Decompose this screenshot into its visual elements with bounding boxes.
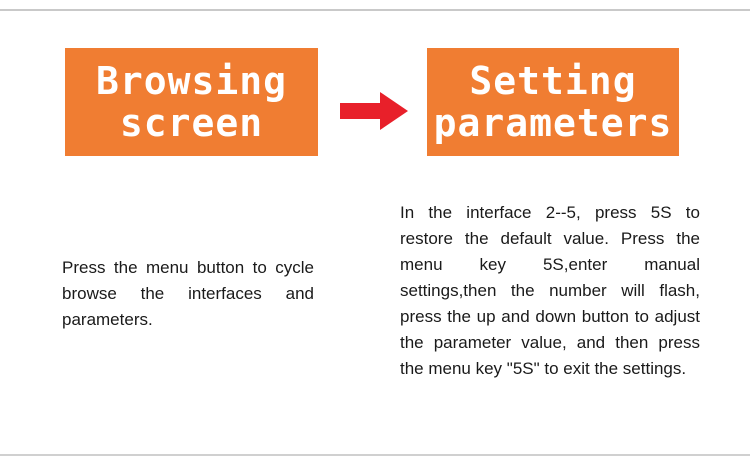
browsing-screen-box	[65, 48, 318, 156]
browsing-screen-title-line1: Browsing	[95, 59, 288, 103]
setting-parameters-title	[434, 60, 673, 144]
setting-parameters-title-line1: Setting	[469, 59, 637, 103]
setting-description: In the interface 2--5, press 5S to restore the default value. Press the menu key 5S,enter manual settings,then the number will flash, press the up and down button to adjust the parameter value, and then press the menu key "5S" to exit the settings.	[400, 203, 700, 378]
browsing-screen-title	[96, 60, 287, 144]
bottom-divider	[0, 454, 750, 456]
top-divider	[0, 9, 750, 11]
right-arrow-icon	[340, 92, 408, 130]
browsing-screen-title-line2: screen	[119, 101, 264, 145]
setting-parameters-box	[427, 48, 679, 156]
browsing-description: Press the menu button to cycle browse the interfaces and parameters.	[62, 258, 314, 329]
setting-parameters-title-line2: parameters	[433, 101, 673, 145]
